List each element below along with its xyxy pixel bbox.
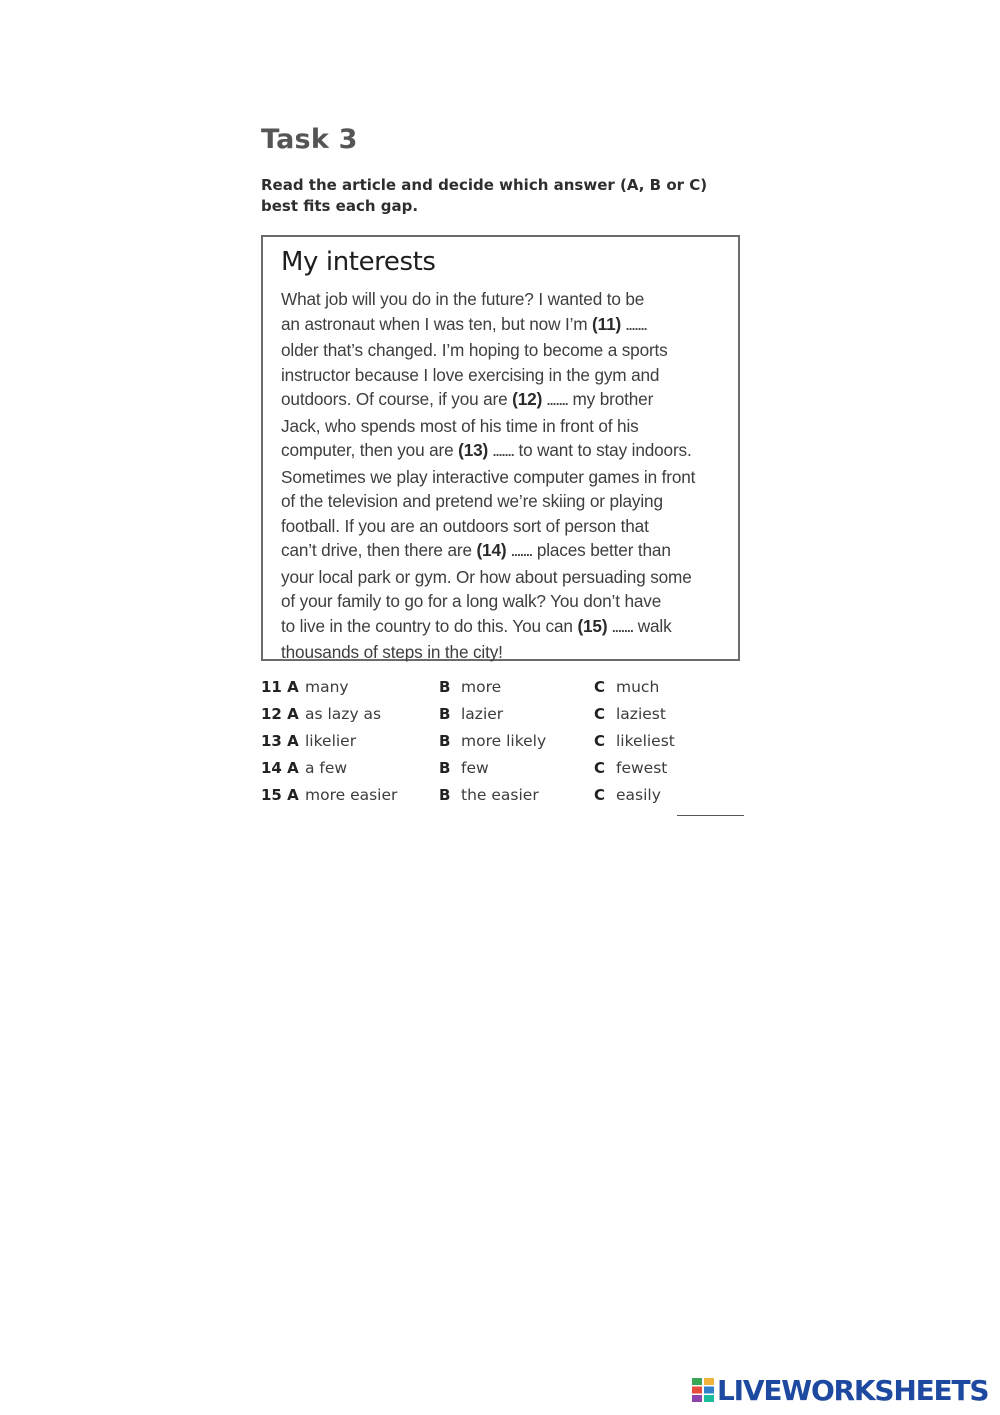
article-line xyxy=(281,465,731,490)
option-b-letter: B xyxy=(439,678,451,696)
article-text: walk xyxy=(633,615,672,636)
option-c[interactable]: fewest xyxy=(616,759,668,777)
gap-number: (13) xyxy=(458,440,489,460)
option-c[interactable]: easily xyxy=(616,786,661,804)
question-number: 11 A xyxy=(261,678,299,696)
question-number: 14 A xyxy=(261,759,299,777)
gap-number: (14) xyxy=(476,540,507,560)
article-text: to live in the country to do this. You can xyxy=(281,615,578,636)
article-text: instructor because I love exercising in the gym and xyxy=(281,364,660,385)
article-text: Sometimes we play interactive computer games in front xyxy=(281,466,696,487)
option-c[interactable]: likeliest xyxy=(616,732,675,750)
article-line xyxy=(281,640,731,665)
option-row xyxy=(261,784,744,811)
option-a[interactable]: more easier xyxy=(305,786,398,804)
article-line xyxy=(281,489,731,514)
liveworksheets-logo-icon xyxy=(692,1378,714,1402)
article-line xyxy=(281,312,731,339)
article-text: computer, then you are xyxy=(281,440,459,460)
option-row xyxy=(261,757,744,784)
gap-number: (11) xyxy=(592,313,622,334)
option-c-letter: C xyxy=(594,678,606,696)
article-text: What job will you do in the future? I wanted to be xyxy=(281,289,645,309)
option-c[interactable]: much xyxy=(616,678,660,696)
gap-blank[interactable]: ....... xyxy=(492,444,514,459)
article-text: my brother xyxy=(567,389,654,409)
article-text: football. If you are an outdoors sort of person that xyxy=(281,515,649,536)
article-line xyxy=(281,514,731,539)
gap-number: (12) xyxy=(512,389,543,409)
option-a[interactable]: many xyxy=(305,678,349,696)
article-title: My interests xyxy=(281,247,436,277)
option-b[interactable]: few xyxy=(461,759,489,777)
option-a[interactable]: likelier xyxy=(305,732,357,750)
article-line xyxy=(281,338,731,363)
option-a[interactable]: a few xyxy=(305,759,348,777)
article-line xyxy=(281,565,731,590)
option-b-letter: B xyxy=(439,786,451,804)
article-text: outdoors. Of course, if you are xyxy=(281,389,513,409)
option-row xyxy=(261,730,744,757)
option-c-letter: C xyxy=(594,786,606,804)
gap-blank[interactable]: ....... xyxy=(511,544,533,559)
article-body xyxy=(281,287,731,665)
task-instructions: Read the article and decide which answer (A, B or C) best fits each gap. xyxy=(261,176,708,215)
article-line xyxy=(281,538,731,565)
article-line xyxy=(281,414,731,439)
question-number: 15 A xyxy=(261,786,299,804)
article-line xyxy=(281,614,731,641)
article-line xyxy=(281,589,731,614)
option-b[interactable]: more likely xyxy=(461,732,547,750)
answer-line xyxy=(677,815,744,816)
option-c-letter: C xyxy=(594,732,606,750)
option-c-letter: C xyxy=(594,705,606,723)
article-text: of your family to go for a long walk? You don’t have xyxy=(281,591,662,611)
brand-footer[interactable] xyxy=(692,1374,988,1406)
article-text: Jack, who spends most of his time in front of his xyxy=(281,415,639,436)
article-text: older that’s changed. I’m hoping to become a sports xyxy=(281,340,668,360)
option-b-letter: B xyxy=(439,732,451,750)
article-text: thousands of steps in the city! xyxy=(281,642,503,662)
article-text: to want to stay indoors. xyxy=(513,440,692,460)
article-text: can’t drive, then there are xyxy=(281,540,477,560)
gap-blank[interactable]: ....... xyxy=(612,619,634,635)
article-box xyxy=(261,235,740,661)
option-b-letter: B xyxy=(439,759,451,777)
task-title: Task 3 xyxy=(261,124,358,155)
article-line xyxy=(281,438,731,465)
gap-blank[interactable]: ....... xyxy=(625,317,647,333)
article-text: places better than xyxy=(532,540,671,560)
option-b[interactable]: lazier xyxy=(461,705,504,723)
article-text: of the television and pretend we’re skiing or playing xyxy=(281,491,663,511)
option-c[interactable]: laziest xyxy=(616,705,666,723)
option-a[interactable]: as lazy as xyxy=(305,705,382,723)
article-line xyxy=(281,287,731,312)
option-c-letter: C xyxy=(594,759,606,777)
article-text: an astronaut when I was ten, but now I’m xyxy=(281,313,593,334)
option-b[interactable]: more xyxy=(461,678,502,696)
brand-name: LIVEWORKSHEETS xyxy=(717,1373,989,1407)
answer-options xyxy=(261,676,744,811)
option-row xyxy=(261,676,744,703)
article-line xyxy=(281,363,731,388)
question-number: 13 A xyxy=(261,732,299,750)
option-b-letter: B xyxy=(439,705,451,723)
option-b[interactable]: the easier xyxy=(461,786,539,804)
article-text: your local park or gym. Or how about persuading some xyxy=(281,566,692,587)
option-row xyxy=(261,703,744,730)
article-line xyxy=(281,387,731,414)
gap-blank[interactable]: ....... xyxy=(546,393,568,408)
gap-number: (15) xyxy=(577,615,608,636)
question-number: 12 A xyxy=(261,705,299,723)
